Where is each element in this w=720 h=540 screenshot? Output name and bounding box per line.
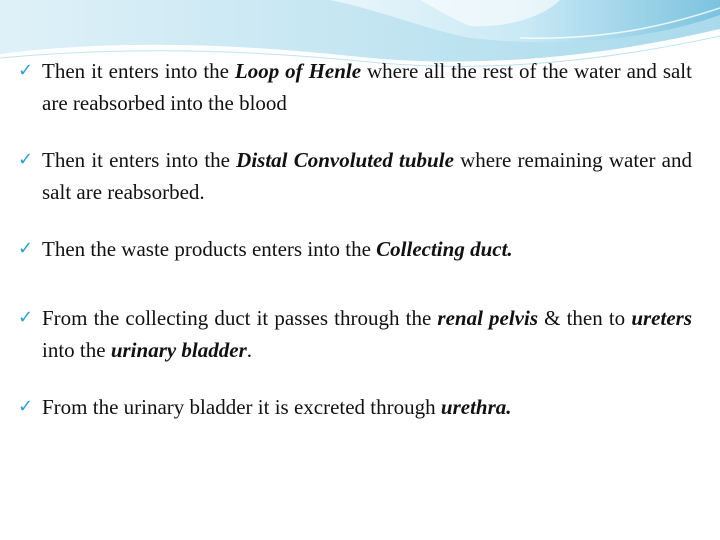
check-icon: ✓ (18, 149, 34, 170)
bullet-text: Then the waste products enters into the Collecting duct. (42, 237, 513, 261)
check-icon: ✓ (18, 396, 34, 417)
bullet-item (18, 55, 692, 119)
emphasis-term: Collecting duct. (376, 237, 513, 261)
emphasis-term: renal pelvis (437, 306, 538, 330)
bullet-item (18, 144, 692, 208)
check-icon: ✓ (18, 238, 34, 259)
check-icon: ✓ (18, 307, 34, 328)
bullet-text: From the collecting duct it passes through the renal pelvis & then to ureters into the urinary bladder. (42, 306, 692, 362)
bullet-text: Then it enters into the Loop of Henle where all the rest of the water and salt are reabsorbed into the blood (42, 59, 692, 115)
bullet-text: From the urinary bladder it is excreted through urethra. (42, 395, 512, 419)
bullet-item (18, 302, 692, 366)
emphasis-term: Distal Convoluted tubule (236, 148, 454, 172)
bullet-item (18, 233, 692, 265)
bullet-text: Then it enters into the Distal Convoluted tubule where remaining water and salt are reabsorbed. (42, 148, 692, 204)
bullet-list (18, 55, 692, 423)
emphasis-term: urinary bladder (110, 338, 247, 362)
check-icon: ✓ (18, 60, 34, 81)
emphasis-term: urethra. (440, 395, 512, 419)
bullet-item (18, 391, 692, 423)
emphasis-term: ureters (631, 306, 692, 330)
emphasis-term: Loop of Henle (234, 59, 362, 83)
